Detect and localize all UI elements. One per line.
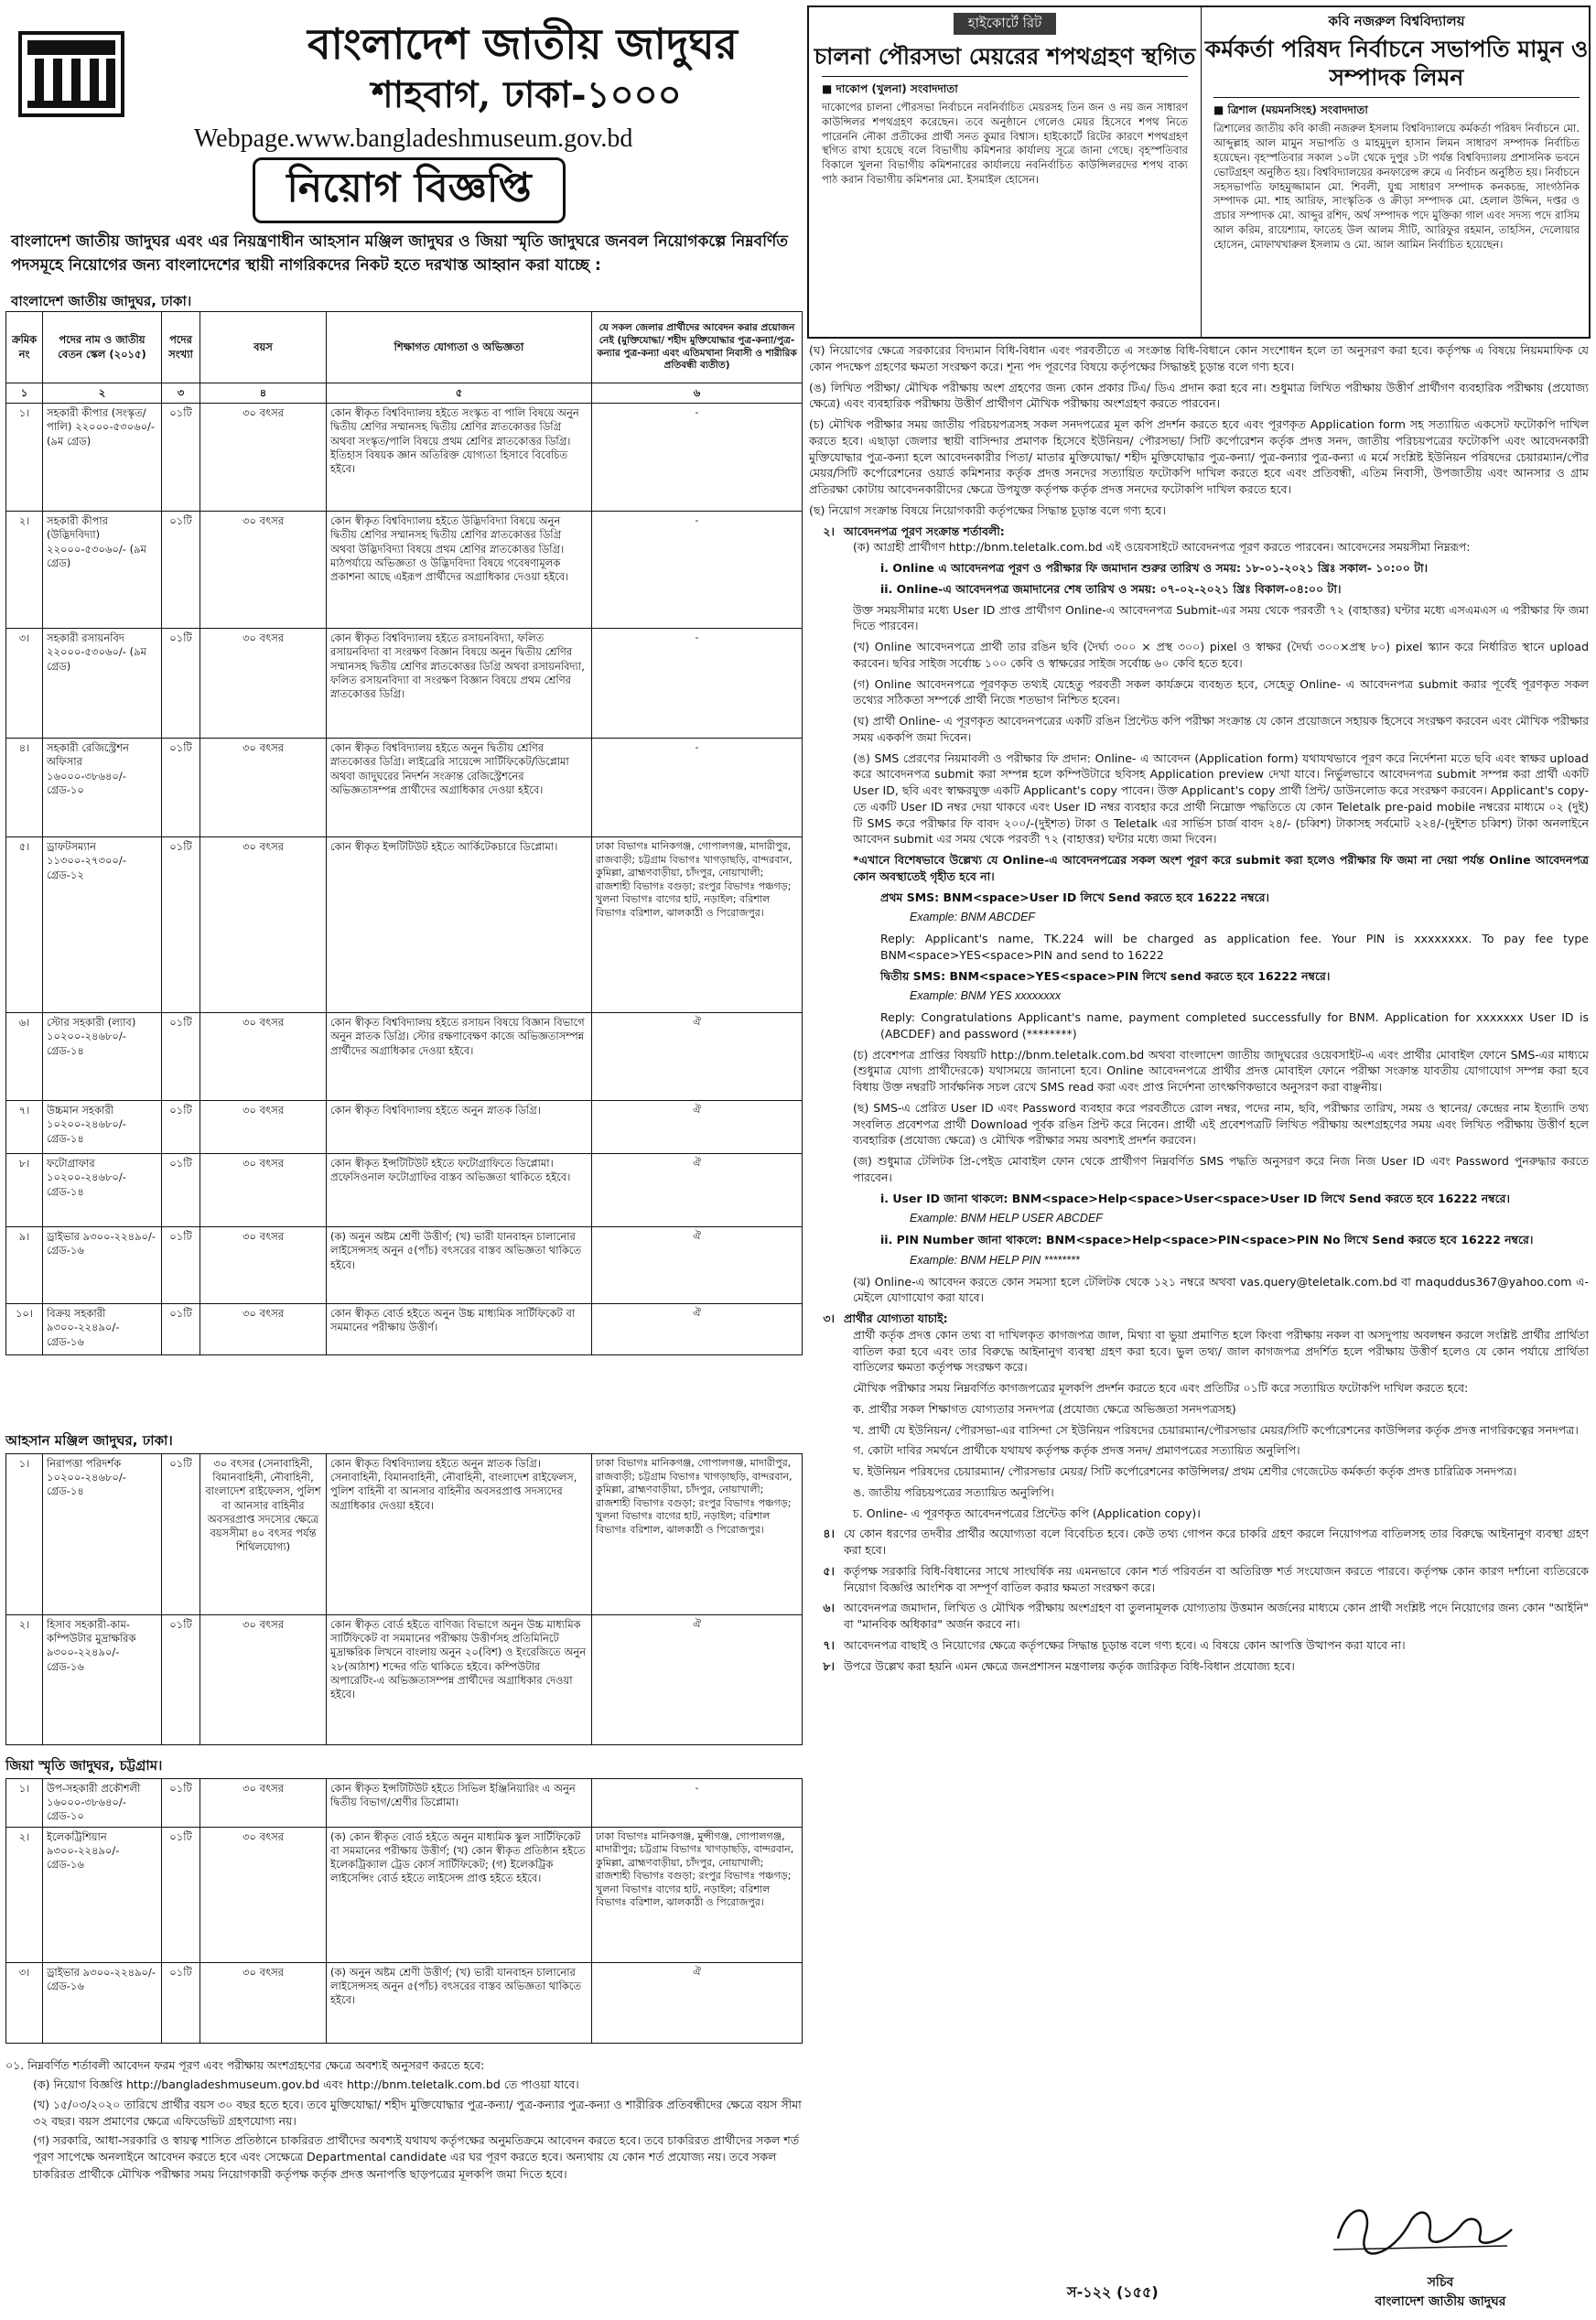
sms-first-reply: Reply: Applicant's name, TK.224 will be charged as application fee. Your PIN is xxxxxxxx. To pay fee type BNM<space>YES<space>PIN and send to 16222 <box>880 932 1589 962</box>
news-item-right <box>1204 13 1589 253</box>
col-header-qualification: শিক্ষাগত যোগ্যতা ও অভিজ্ঞতা <box>327 312 592 383</box>
para-5: কর্তৃপক্ষ সরকারি বিধি-বিধানের সাথে সাংঘর্ষিক নয় এমনভাবে কোন শর্ত পরিবর্তন বা অতিরিক্ত শর্ত সংযোজন করতে পারবে। কর্তৃপক্ষ কোন কারণ দর্শানো ব্যতিরেকে নিয়োগ বিজ্ঞপ্তি আংশিক বা সম্পূর্ণ বাতিল করার ক্ষমতা সংরক্ষণ করে। <box>844 1563 1589 1594</box>
row-district: - <box>592 739 803 837</box>
row-district: ঐ <box>592 1013 803 1101</box>
row-district: - <box>592 512 803 629</box>
row-qualification: কোন স্বীকৃত বোর্ড হইতে বাণিজ্য বিভাগে অনুন উচ্চ মাধ্যমিক সার্টিফিকেট বা সমমানের পরীক্ষায় উত্তীর্ণসহ প্রতিমিনিটে মুদ্রাক্ষরিক লিখনে বাংলায় অনুন ২০(বিশ) ও ইংরেজিতে অনুন ২৮(আঠাশ) শব্দের গতি থাকিতে হইবে। কম্পিউটার অপারেটিং-এ অভিজ্ঞতাসম্পন্ন প্রার্থীদের অগ্রাধিকার দেওয়া হইবে। <box>327 1615 592 1745</box>
condition-1b: (খ) ১৫/০৩/২০২০ তারিখে প্রার্থীর বয়স ৩০ বছর হতে হবে। তবে মুক্তিযোদ্ধা/ শহীদ মুক্তিযোদ্ধার পুত্র-কন্যা/ পুত্র-কন্যার পুত্র-কন্যা ও শারীরিক প্রতিবন্ধীদের ক্ষেত্রে বয়স সীমা ৩২ বছর। বয়স প্রমাণের ক্ষেত্রে এফিডেভিট গ্রহণযোগ্য নয়। <box>33 2097 802 2128</box>
sms-second-reply: Reply: Congratulations Applicant's name, payment completed successfully for BNM. Application for xxxxxxx User ID is (ABCDEF) and password (********) <box>880 1010 1589 1041</box>
row-age: ৩০ বৎসর <box>200 404 327 512</box>
row-qualification: কোন স্বীকৃত বিশ্ববিদ্যালয় হইতে উদ্ভিদবিদ্যা বিষয়ে অনুন দ্বিতীয় শ্রেণির সম্মানসহ দ্বিতীয় শ্রেণির স্নাতকোত্তর ডিগ্রি অথবা উদ্ভিদবিদ্যা বিষয়ে প্রথম শ্রেণির স্নাতকোত্তর ডিগ্রি। মাঠপর্যায়ে অভিজ্ঞতা ও উদ্ভিদবিদ্যা বিষয়ে গবেষণামূলক প্রকাশনা আছে এইরূপ প্রার্থীদের অগ্রাধিকার দেওয়া হইবে। <box>327 512 592 629</box>
row-district: ঢাকা বিভাগঃ মানিকগঞ্জ, গোপালগঞ্জ, মাদারীপুর, রাজবাড়ী; চট্টগ্রাম বিভাগঃ খাগড়াছড়ি, বান্দরবান, কুমিল্লা, ব্রাহ্মণবাড়ীয়া, চাঁদপুর, নোয়াখালী; রাজশাহী বিভাগঃ বগুড়া; রংপুর বিভাগঃ পঞ্চগড়; খুলনা বিভাগঃ বাগের হাট, নড়াইল; বরিশাল বিভাগঃ বরিশাল, ঝালকাঠী ও পিরোজপুর। <box>592 837 803 1013</box>
row-post: স্টোর সহকারী (ল্যাব) ১০২০০-২৪৬৮০/- গ্রেড-১৪ <box>43 1013 162 1101</box>
col-number: ২ <box>43 383 162 404</box>
doc-umo: ঙ. জাতীয় পরিচয়পত্রের সত্যায়িত অনুলিপি। <box>853 1484 1054 1499</box>
row-sl: ৪। <box>6 739 43 837</box>
section-number: ৬। <box>823 1601 835 1615</box>
para-chha: (ছ) নিয়োগ সংক্রান্ত বিষয়ে নিয়োগকারী কর্তৃপক্ষের সিদ্ধান্ত চূড়ান্ত বলে গণ্য হবে। <box>809 502 1166 517</box>
para-2e-warning: *এখানে বিশেষভাবে উল্লেখ্য যে Online-এ আবেদনপত্রের সকল অংশ পূরণ করে submit করা হলেও পরীক্ষার ফি জমা না দেয়া পর্যন্ত Online আবেদনপত্র কোন অবস্থাতেই গৃহীত হবে না। <box>853 853 1589 883</box>
row-sl: ১। <box>6 404 43 512</box>
section-number: ৭। <box>823 1637 835 1652</box>
row-count: ০১টি <box>162 1101 200 1154</box>
col-header-post: পদের নাম ও জাতীয় বেতন স্কেল (২০১৫) <box>43 312 162 383</box>
org-website: Webpage.www.bangladeshmuseum.gov.bd <box>194 124 633 153</box>
para-4: যে কোন ধরণের তদবীর প্রার্থীর অযোগ্যতা বলে বিবেচিত হবে। কেউ তথ্য গোপন করে চাকরি গ্রহণ করলে নিয়োগপত্র বাতিলসহ তার বিরুদ্ধে আইনানুগ ব্যবস্থা গ্রহণ করা হবে। <box>844 1527 1589 1557</box>
news-kicker: কবি নজরুল বিশ্ববিদ্যালয় <box>1328 13 1465 29</box>
row-qualification: কোন স্বীকৃত বিশ্ববিদ্যালয় হইতে রসায়ন বিষয়ে বিজ্ঞান বিভাগে অনুন স্নাতক ডিগ্রি। স্টোর রক্ষণাবেক্ষণ কাজে অভিজ্ঞতাসম্পন্ন প্রার্থীদের অগ্রাধিকার দেওয়া হইবে। <box>327 1013 592 1101</box>
section-number: ২। <box>823 523 835 538</box>
condition-1c: (গ) সরকারি, আধা-সরকারি ও স্বায়ত্ব শাসিত প্রতিষ্ঠানে চাকরিরত প্রার্থীদের অবশ্যই যথাযথ কর্তৃপক্ষের অনুমতিক্রমে আবেদন করতে হবে। তবে চাকরিরত প্রার্থীদের সকল শর্ত পূরণ সাপেক্ষে অনলাইনে আবেদন করতে হবে এবং সেক্ষেত্রে Departmental candidate এর ঘর পূরণ করতে হবে। অন্যথায় যে কোন শর্ত প্রযোজ্য নয়। তবে সকল চাকরিরত প্রার্থীকে মৌখিক পরীক্ষার সময় নিয়োগকারী কর্তৃপক্ষ কর্তৃক প্রদত্ত অনাপত্তি ছাড়পত্রের মূলকপি জমা দিতে হবে। <box>33 2133 800 2181</box>
row-age: ৩০ বৎসর <box>200 629 327 739</box>
col-number: ৬ <box>592 383 803 404</box>
row-sl: ৫। <box>6 837 43 1013</box>
row-district: ঐ <box>592 1154 803 1227</box>
row-sl: ১। <box>6 1779 43 1828</box>
row-post: ফটোগ্রাফার ১০২০০-২৪৬৮০/- গ্রেড-১৪ <box>43 1154 162 1227</box>
row-qualification: কোন স্বীকৃত বিশ্ববিদ্যালয় হইতে অনুন স্নাতক ডিগ্রি। সেনাবাহিনী, বিমানবাহিনী, নৌবাহিনী, বাংলাদেশ রাইফেলস, পুলিশ বাহিনী বা আনসার বাহিনীর অবসরপ্রাপ্ত সদস্যদের অগ্রাধিকার দেওয়া হইবে। <box>327 1454 592 1615</box>
table-row <box>6 1304 803 1355</box>
condition-1a: (ক) নিয়োগ বিজ্ঞপ্তি http://bangladeshmuseum.gov.bd এবং http://bnm.teletalk.com.bd তে পাওয়া যাবে। <box>33 2077 579 2092</box>
table-row <box>6 739 803 837</box>
col-header-count: পদের সংখ্যা <box>162 312 200 383</box>
row-district: - <box>592 1779 803 1828</box>
row-post: সহকারী কীপার (উদ্ভিদবিদ্যা) ২২০০০-৫৩০৬০/- (৯ম গ্রেড) <box>43 512 162 629</box>
row-count: ০১টি <box>162 512 200 629</box>
col-number: ৫ <box>327 383 592 404</box>
para-umo: (ঙ) লিখিত পরীক্ষা/ মৌখিক পরীক্ষায় অংশ গ্রহণের জন্য কোন প্রকার টিএ/ ডিএ প্রদান করা হবে না। শুধুমাত্র লিখিত পরীক্ষায় উত্তীর্ণ প্রার্থীগণ ব্যবহারিক পরীক্ষায় (প্রযোজ্য ক্ষেত্রে) এবং ব্যবহারিক পরীক্ষায় উত্তীর্ণ প্রার্থীগণ মৌখিক পরীক্ষায় অংশগ্রহণ করতে পারবেন। <box>809 380 1589 411</box>
row-count: ০১টি <box>162 837 200 1013</box>
row-post: সহকারী রেজিস্ট্রেশন অফিসার ১৬০০০-৩৮৬৪০/- গ্রেড-১০ <box>43 739 162 837</box>
row-age: ৩০ বৎসর <box>200 1013 327 1101</box>
row-qualification: কোন স্বীকৃত ইন্সটিটিউট হইতে ফটোগ্রাফিতে ডিপ্লোমা। প্রফেসিওনাল ফটোগ্রাফির বাস্তব অভিজ্ঞতা থাকিতে হইবে। <box>327 1154 592 1227</box>
row-qualification: (ক) অনুন অষ্টম শ্রেণী উত্তীর্ণ; (খ) ভারী যানবাহন চালানোর লাইসেন্সসহ অনুন ৫(পাঁচ) বৎসরের বাস্তব অভিজ্ঞতা থাকিতে হইবে। <box>327 1962 592 2043</box>
row-district: ঐ <box>592 1304 803 1355</box>
row-district: ঢাকা বিভাগঃ মানিকগঞ্জ, গোপালগঞ্জ, মাদারীপুর, রাজবাড়ী; চট্টগ্রাম বিভাগঃ খাগড়াছড়ি, বান্দরবান, কুমিল্লা, ব্রাহ্মণবাড়ীয়া, চাঁদপুর, নোয়াখালী; রাজশাহী বিভাগঃ বগুড়া; রংপুর বিভাগঃ পঞ্চগড়; খুলনা বিভাগঃ বাগের হাট, নড়াইল; বরিশাল বিভাগঃ বরিশাল, ঝালকাঠী ও পিরোজপুর। <box>592 1454 803 1615</box>
row-count: ০১টি <box>162 1779 200 1828</box>
news-clippings <box>807 5 1591 339</box>
col-header-age: বয়স <box>200 312 327 383</box>
row-qualification: কোন স্বীকৃত ইন্সটিটিউট হইতে আর্কিটেকচারে ডিপ্লোমা। <box>327 837 592 1013</box>
row-qualification: কোন স্বীকৃত বিশ্ববিদ্যালয় হইতে রসায়নবিদ্যা, ফলিত রসায়নবিদ্যা বা সংরক্ষণ বিজ্ঞান বিষয়ে অনুন দ্বিতীয় শ্রেণির সম্মানসহ দ্বিতীয় শ্রেণির স্নাতকোত্তর ডিগ্রি অথবা রসায়নবিদ্যা, ফলিত রসায়নবিদ্যা বা সংরক্ষণ বিজ্ঞান বিষয়ে প্রথম শ্রেণির স্নাতকোত্তর ডিগ্রি। <box>327 629 592 739</box>
para-7: আবেদনপত্র বাছাই ও নিয়োগের ক্ষেত্রে কর্তৃপক্ষের সিদ্ধান্ত চূড়ান্ত বলে গণ্য হবে। এ বিষয়ে কোন আপত্তি উত্থাপন করা যাবে না। <box>844 1637 1406 1652</box>
row-age: ৩০ বৎসর <box>200 1154 327 1227</box>
section-title-national-museum: বাংলাদেশ জাতীয় জাদুঘর, ঢাকা। <box>11 293 192 309</box>
row-age: ৩০ বৎসর <box>200 1101 327 1154</box>
row-qualification: কোন স্বীকৃত বোর্ড হইতে অনুন উচ্চ মাধ্যমিক সার্টিফিকেট বা সমমানের পরীক্ষায় উত্তীর্ণ। <box>327 1304 592 1355</box>
row-age: ৩০ বৎসর <box>200 1227 327 1304</box>
section-title-zia-museum: জিয়া স্মৃতি জাদুঘর, চট্টগ্রাম। <box>5 1757 163 1774</box>
row-sl: ২। <box>6 1827 43 1962</box>
row-district: ঐ <box>592 1101 803 1154</box>
row-qualification: (ক) অনুন অষ্টম শ্রেণী উত্তীর্ণ; (খ) ভারী যানবাহন চালানোর লাইসেন্সসহ অনুন ৫(পাঁচ) বৎসরের বাস্তব অভিজ্ঞতা থাকিতে হইবে। <box>327 1227 592 1304</box>
row-qualification: কোন স্বীকৃত বিশ্ববিদ্যালয় হইতে সংস্কৃত বা পালি বিষয়ে অনুন দ্বিতীয় শ্রেণির সম্মানসহ দ্বিতীয় শ্রেণির স্নাতকোত্তর ডিগ্রি অথবা সংস্কৃত/পালি বিষয়ে প্রথম শ্রেণির স্নাতকোত্তর ডিগ্রি। ইতিহাস বিষয়ক জ্ঞান অতিরিক্ত যোগ্যতা হিসাবে বিবেচিত হইবে। <box>327 404 592 512</box>
para-2c: (গ) Online আবেদনপত্রে পূরণকৃত তথ্যই যেহেতু পরবর্তী সকল কার্যক্রমে ব্যবহৃত হবে, সেহেতু Online- এ আবেদনপত্র submit করার পূর্বেই পূরণকৃত সকল তথ্যের সঠিকতা সম্পর্কে প্রার্থী নিজে শতভাগ নিশ্চিত হবেন। <box>853 676 1589 707</box>
news-byline: ■ ত্রিশাল (ময়মনসিংহ) সংবাদদাতা <box>1213 103 1368 117</box>
row-post: বিক্রয় সহকারী ৯৩০০-২২৪৯০/- গ্রেড-১৬ <box>43 1304 162 1355</box>
notice-intro: বাংলাদেশ জাতীয় জাদুঘর এবং এর নিয়ন্ত্রণাধীন আহসান মঞ্জিল জাদুঘর ও জিয়া স্মৃতি জাদুঘরে জনবল নিয়োগকল্পে নিম্নবর্ণিত পদসমূহে নিয়োগের জন্য বাংলাদেশের স্থায়ী নাগরিকদের নিকট হতে দরখাস্ত আহ্বান করা যাচ্ছে : <box>11 232 789 275</box>
table-row <box>6 837 803 1013</box>
row-count: ০১টি <box>162 1962 200 2043</box>
doc-ka: ক. প্রার্থীর সকল শিক্ষাগত যোগ্যতার সনদপত্র (প্রযোজ্য ক্ষেত্রে অভিজ্ঞতা সনদপত্রসহ) <box>853 1401 1236 1416</box>
museum-logo-icon <box>18 31 124 117</box>
row-age: ৩০ বৎসর <box>200 512 327 629</box>
row-post: ড্রাইভার ৯৩০০-২২৪৯০/- গ্রেড-১৬ <box>43 1227 162 1304</box>
row-age: ৩০ বৎসর <box>200 1827 327 1962</box>
row-district: ঢাকা বিভাগঃ মানিকগঞ্জ, মুন্সীগঞ্জ, গোপালগঞ্জ, মাদারীপুর; চট্টগ্রাম বিভাগঃ খাগড়াছড়ি, বান্দরবান, কুমিল্লা, ব্রাহ্মণবাড়ীয়া, চাঁদপুর, নোয়াখালী; রাজশাহী বিভাগঃ বগুড়া; রংপুর বিভাগঃ পঞ্চগড়; খুলনা বিভাগঃ বাগের হাট, নড়াইল; বরিশাল বিভাগঃ বরিশাল, ঝালকাঠী ও পিরোজপুর। <box>592 1827 803 1962</box>
org-location: শাহবাগ, ঢাকা-১০০০ <box>372 73 682 116</box>
col-number: ৩ <box>162 383 200 404</box>
para-8: উপরে উল্লেখ করা হয়নি এমন ক্ষেত্রে জনপ্রশাসন মন্ত্রণালয় কর্তৃক জারিকৃত বিধি-বিধান প্রযোজ্য হবে। <box>844 1658 1295 1673</box>
row-sl: ১০। <box>6 1304 43 1355</box>
row-sl: ৩। <box>6 629 43 739</box>
row-age: ৩০ বৎসর <box>200 1962 327 2043</box>
row-post: নিরাপত্তা পরিদর্শক ১০২০০-২৪৬৮০/- গ্রেড-১৪ <box>43 1454 162 1615</box>
para-2i: (ঝ) Online-এ আবেদন করতে কোন সমস্যা হলে টেলিটক থেকে ১২১ নম্বরে অথবা vas.query@teletalk.com.bd বা maquddus367@yahoo.com এ-মেইলে যোগাযোগ করা যাবে। <box>853 1274 1589 1305</box>
para-2f: (চ) প্রবেশপত্র প্রাপ্তির বিষয়টি http://bnm.teletalk.com.bd অথবা বাংলাদেশ জাতীয় জাদুঘরের ওয়েবসাইট-এ এবং প্রার্থীর মোবাইল ফোনে SMS-এর মাধ্যমে (শুধুমাত্র যোগ্য প্রার্থীদেরকে) যথাসময়ে জানানো হবে। Online আবেদনপত্রে প্রার্থীর প্রদত্ত মোবাইল ফোনে পরীক্ষা সংক্রান্ত যাবতীয় যোগাযোগ সম্পন্ন করা হবে বিধায় উক্ত নম্বরটি সার্বক্ষনিক সচল রেখে SMS read করা এবং প্রাপ্ত নির্দেশনা তাৎক্ষণিকভাবে অনুসরণ করা বাঞ্ছনীয়। <box>853 1047 1589 1094</box>
row-count: ০১টি <box>162 1615 200 1745</box>
posts-table-zia-museum <box>5 1778 803 2044</box>
table-row <box>6 1013 803 1101</box>
col-header-sl: ক্রমিক নং <box>6 312 43 383</box>
row-count: ০১টি <box>162 739 200 837</box>
row-sl: ৬। <box>6 1013 43 1101</box>
news-item-left <box>813 13 1197 188</box>
recovery-user-id: i. User ID জানা থাকলে: BNM<space>Help<space>User<space>User ID লিখে Send করতে হবে 16222 নম্বরে। <box>880 1191 1510 1205</box>
news-byline: ■ দাকোপ (খুলনা) সংবাদদাতা <box>822 82 958 96</box>
news-body: দাকোপের চালনা পৌরসভা নির্বাচনে নবনির্বাচিত মেয়রসহ তিন জন ও নয় জন সাধারণ কাউন্সিলর শপথগ্রহণ করেছেন। তবে অনুষ্ঠানে গেলেও মেয়র হিসেবে শপথ নিতে পারেননি নৌকা প্রতীকের প্রার্থী সনত কুমার বিশ্বাস। হাইকোর্টে রিটের কারণে শপথগ্রহণ স্থগিত রাখা হয়েছে বলে বিভাগীয় কমিশনার কার্যালয় সূত্রে জানা গেছে। বৃহস্পতিবার বিকালে খুলনা বিভাগীয় কমিশনারের কার্যালয়ে নবনির্বাচিত কাউন্সিলরদের শপথ বাক্য পাঠ করান বিভাগীয় কমিশনার মো. ইসমাইল হোসেন। <box>822 100 1188 187</box>
table-row <box>6 1454 803 1615</box>
para-cha: (চ) মৌখিক পরীক্ষার সময় জাতীয় পরিচয়পত্রসহ সকল সনদপত্রের মূল কপি প্রদর্শন করতে হবে এবং পূরণকৃত Application form সহ সত্যায়িত একসেট ফটোকপি দাখিল করতে হবে। এছাড়া জেলার স্থায়ী বাসিন্দার প্রমাণক হিসেবে ইউনিয়ন/ পৌরসভা/ সিটি কর্পোরেশন কর্তৃক প্রদত্ত সনদ, জাতীয় পরিচয়পত্রের ফটোকপি এবং আবেদনকারী মুক্তিযোদ্ধার পুত্র-কন্যা হলে আবেদনকারীর পিতা/ মাতার মুক্তিযোদ্ধা/ শহীদ মুক্তিযোদ্ধার পুত্র-কন্যা/ পুত্র-কন্যার পুত্র-কন্যা এ মর্মে সংশ্লিষ্ট ইউনিয়ন পরিষদের চেয়ারম্যান/পৌর মেয়র/সিটি কর্পোরেশনের ওয়ার্ড কমিশনার কর্তৃক প্রদত্ত সনদের সত্যায়িত ফটোকপি দাখিল করতে হবে এবং প্রতিবন্ধী, এতিম নিবাসী, উপজাতীয় এবং আনসার ও গ্রাম প্রতিরক্ষা কোটায় আবেদনকারীদের ক্ষেত্রে উপযুক্ত কর্তৃপক্ষ কর্তৃক প্রদত্ত সনদের ফটোকপি দাখিল করতে হবে। <box>809 417 1589 496</box>
section-number: ৮। <box>823 1658 835 1673</box>
para-2d: (ঘ) প্রার্থী Online- এ পূরণকৃত আবেদনপত্রের একটি রঙিন প্রিন্টেড কপি পরীক্ষা সংক্রান্ত যে কোন প্রয়োজনে সহায়ক হিসেবে সংরক্ষণ করবেন এবং মৌখিক পরীক্ষার সময় এককপি জমা দিবেন। <box>853 714 1589 744</box>
section-heading: প্রার্থীর যোগ্যতা যাচাই: <box>844 1311 948 1325</box>
row-post: উচ্চমান সহকারী ১০২০০-২৪৬৮০/- গ্রেড-১৪ <box>43 1101 162 1154</box>
para-gha: (ঘ) নিয়োগের ক্ষেত্রে সরকারের বিদ্যমান বিধি-বিধান এবং পরবর্তীতে এ সংক্রান্ত বিধি-বিধানে কোন সংশোধন হলে তা অনুসরণ করা হবে। কর্তৃপক্ষ এ বিষয়ে নিয়মমাফিক যে কোন পদক্ষেপ গ্রহণের ক্ষমতা সংরক্ষণ করে। শূন্য পদ পূরণের বিষয়ে কর্তৃপক্ষের সিদ্ধান্তই চূড়ান্ত বলে গণ্য হবে। <box>809 343 1589 373</box>
recovery-user-id-example: Example: BNM HELP USER ABCDEF <box>910 1212 1103 1225</box>
doc-cha: চ. Online- এ পূরণকৃত আবেদনপত্রের প্রিন্টেড কপি (Application copy)। <box>853 1505 1202 1520</box>
row-sl: ১। <box>6 1454 43 1615</box>
signatory-block <box>1340 2273 1541 2312</box>
signatory-title: সচিব <box>1427 2275 1454 2290</box>
news-kicker: হাইকোর্টে রিট <box>954 13 1057 35</box>
row-age: ৩০ বৎসর <box>200 837 327 1013</box>
row-post: ড্রাইভার ৯৩০০-২২৪৯০/- গ্রেড-১৬ <box>43 1962 162 2043</box>
table-row <box>6 1227 803 1304</box>
notice-header <box>5 4 802 333</box>
row-sl: ৮। <box>6 1154 43 1227</box>
row-age: ৩০ বৎসর <box>200 1304 327 1355</box>
para-2a: (ক) আগ্রহী প্রার্থীগণ http://bnm.teletalk.com.bd এই ওয়েবসাইটে আবেদনপত্র পূরণ করতে পারবেন। আবেদনের সময়সীমা নিম্নরূপ: <box>853 540 1471 555</box>
doc-kha: খ. প্রার্থী যে ইউনিয়ন/ পৌরসভা-এর বাসিন্দা সে ইউনিয়ন পরিষদের চেয়ারম্যান/পৌরসভার মেয়র/সিটি কর্পোরেশনের কাউন্সিলর কর্তৃক প্রদত্ত নাগরিকত্বের সনদপত্র। <box>853 1422 1579 1437</box>
row-sl: ২। <box>6 1615 43 1745</box>
col-number: ১ <box>6 383 43 404</box>
row-count: ০১টি <box>162 404 200 512</box>
recovery-pin-example: Example: BNM HELP PIN ******** <box>910 1253 1080 1267</box>
news-body: ত্রিশালের জাতীয় কবি কাজী নজরুল ইসলাম বিশ্ববিদ্যালয়ে কর্মকর্তা পরিষদ নির্বাচনে মো. আব্দুল্লাহ আল মামুন সভাপতি ও মাহমুদুল হাসান লিমন সাধারণ সম্পাদক নির্বাচিত হয়েছেন। বৃহস্পতিবার সকাল ১০টা থেকে দুপুর ১টা পর্যন্ত বিশ্ববিদ্যালয় প্রশাসনিক ভবনে ভোটগ্রহণ অনুষ্ঠিত হয়। বিশ্ববিদ্যালয়ের কনফারেন্স রুমে এ নির্বাচন অনুষ্ঠিত হয়। নির্বাচনে সহসভাপতি ফাহমুজ্জামান মো. শিবলী, যুগ্ম সাধারণ সম্পাদক কনকচন্দ্র, সাংগঠনিক সম্পাদক মো. শাহ আরিফ, সাংস্কৃতিক ও ক্রীড়া সম্পাদক মো. হেলাল উদ্দিন, দপ্তর ও প্রচার সম্পাদক মো. আব্দুর রশিদ, অর্থ সম্পাদক পদে মুক্তিকা গাল এবং সদস্য পদে রাসিম আল করিম, রায়েশ্যাম, ফাতেহ উল আলম সীটি, আরিফুর রহমান, তাহসিন, দেলোয়ার হোসেন, মোফাখখারুল ইসলাম ও মো. আল আমিন নির্বাচিত হয়েছেন। <box>1213 122 1580 251</box>
org-name: বাংলাদেশ জাতীয় জাদুঘর <box>307 19 738 69</box>
condition-1: ০১. নিম্নবর্ণিত শর্তাবলী আবেদন ফরম পূরণ এবং পরীক্ষায় অংশগ্রহণের ক্ষেত্রে অবশ্যই অনুসরণ করতে হবে: <box>5 2058 485 2072</box>
row-district: ঐ <box>592 1227 803 1304</box>
reference-number: স-১২২ (১৫৫) <box>1067 2283 1159 2301</box>
table-row <box>6 1101 803 1154</box>
row-qualification: কোন স্বীকৃত বিশ্ববিদ্যালয় হইতে অনুন দ্বিতীয় শ্রেণির স্নাতকোত্তর ডিগ্রি। লাইব্রেরি সায়েন্সে সার্টিফিকেট/ডিপ্লোমা অথবা জাদুঘরের নিদর্শন সংক্রান্ত রেজিস্ট্রেশনের অভিজ্ঞতাসম্পন্ন প্রার্থীদের অগ্রাধিকার দেওয়া হইবে। <box>327 739 592 837</box>
para-2h: (জ) শুধুমাত্র টেলিটক প্রি-পেইড মোবাইল ফোন থেকে প্রার্থীগণ নিম্নবর্ণিত SMS পদ্ধতি অনুসরণ করে নিজ নিজ User ID এবং Password পুনরুদ্ধার করতে পারবেন। <box>853 1154 1589 1184</box>
row-sl: ২। <box>6 512 43 629</box>
para-2e: (ঙ) SMS প্রেরণের নিয়মাবলী ও পরীক্ষার ফি প্রদান: Online- এ আবেদন (Application form) যথাযথভাবে পূরণ করে নির্দেশনা মতে ছবি এবং স্বাক্ষর upload করে আবেদনপত্র submit করা সম্পন্ন হলে কম্পিউটারে ছবিসহ Application preview দেখা যাবে। নির্ভুলভাবে আবেদনপত্র submit সম্পন্ন করা প্রার্থী একটি User ID, ছবি এবং স্বাক্ষরযুক্ত একটি Applicant's copy পাবেন। উক্ত Applicant's copy প্রার্থী প্রিন্ট/ ডাউনলোড করে সংরক্ষণ করবেন। Applicant's copy-তে একটি User ID নম্বর দেয়া থাকবে এবং User ID নম্বর ব্যবহার করে প্রার্থী নিম্নোক্ত পদ্ধতিতে যে কোন Teletalk pre-paid mobile নম্বরের মাধ্যমে ০২ (দুই) টি SMS করে পরীক্ষার ফি বাবদ ২০০/-(দুইশত) টাকা ও Teletalk এর সার্ভিস চার্জ বাবদ ২৪/- (চব্বিশ) টাকাসহ সর্বমোট ২২৪/-(দুইশত চব্বিশ) টাকা অনলাইনে আবেদন submit এর সময় থেকে পরবর্তী ৭২ (বাহাত্তর) ঘন্টার মধ্যে জমা দিবেন। <box>853 750 1589 847</box>
row-district: ঐ <box>592 1615 803 1745</box>
row-count: ০১টি <box>162 629 200 739</box>
row-post: ইলেকট্রিশিয়ান ৯৩০০-২২৪৯০/- গ্রেড-১৬ <box>43 1827 162 1962</box>
sms-second-example: Example: BNM YES xxxxxxxx <box>910 989 1062 1003</box>
table-row <box>6 1827 803 1962</box>
row-count: ০১টি <box>162 1013 200 1101</box>
section-number: ৫। <box>823 1563 835 1578</box>
notice-title: নিয়োগ বিজ্ঞপ্তি <box>253 157 566 223</box>
signature-icon <box>1310 2193 1530 2266</box>
row-post: সহকারী কীপার (সংস্কৃত/পালি) ২২০০০-৫৩০৬০/- (৯ম গ্রেড) <box>43 404 162 512</box>
table-row <box>6 404 803 512</box>
section-heading: আবেদনপত্র পূরণ সংক্রান্ত শর্তাবলী: <box>844 523 1005 538</box>
para-2g: (ছ) SMS-এ প্রেরিত User ID এবং Password ব্যবহার করে পরবর্তীতে রোল নম্বর, পদের নাম, ছবি, পরীক্ষার তারিখ, সময় ও স্থানের/ কেন্দ্রের নাম ইত্যাদি তথ্য সংবলিত প্রবেশপত্র প্রার্থী Download পূর্বক রঙিন প্রিন্ট করে নিবেন। প্রার্থী এই প্রবেশপত্রটি লিখিত পরীক্ষায় অংশগ্রহণের সময় এবং লিখিত পরীক্ষায় উত্তীর্ণ হলে ব্যবহারিক (প্রযোজ্য ক্ষেত্রে) ও মৌখিক পরীক্ষার সময় অবশ্যই প্রদর্শন করবেন। <box>853 1100 1589 1148</box>
row-post: ড্রাফটসম্যান ১১৩০০-২৭৩০০/- গ্রেড-১২ <box>43 837 162 1013</box>
row-age: ৩০ বৎসর (সেনাবাহিনী, বিমানবাহিনী, নৌবাহিনী, বাংলাদেশ রাইফেলস, পুলিশ বা আনসার বাহিনীর অবসরপ্রাপ্ত সদস্যের ক্ষেত্রে বয়সসীমা ৪০ বৎসর পর্যন্ত শিথিলযোগ্য) <box>200 1454 327 1615</box>
posts-table-ahsan-manzil <box>5 1453 803 1745</box>
row-count: ০১টি <box>162 1154 200 1227</box>
row-sl: ৭। <box>6 1101 43 1154</box>
conditions-section <box>5 2057 807 2185</box>
row-post: সহকারী রসায়নবিদ ২২০০০-৫৩০৬০/- (৯ম গ্রেড) <box>43 629 162 739</box>
para-2a-end: ii. Online-এ আবেদনপত্র জমাদানের শেষ তারিখ ও সময়: ০৭-০২-২০২১ খ্রিঃ বিকাল-০৪:০০ টা। <box>880 581 1342 596</box>
table-row <box>6 629 803 739</box>
table-row <box>6 512 803 629</box>
row-district: - <box>592 629 803 739</box>
signatory-org: বাংলাদেশ জাতীয় জাদুঘর <box>1375 2294 1506 2309</box>
para-2a-start: i. Online এ আবেদনপত্র পূরণ ও পরীক্ষার ফি জমাদান শুরুর তারিখ ও সময়: ১৮-০১-২০২১ খ্রিঃ সকাল- ১০:০০ টা। <box>880 561 1429 575</box>
row-age: ৩০ বৎসর <box>200 1779 327 1828</box>
para-2a-note: উক্ত সময়সীমার মধ্যে User ID প্রাপ্ত প্রার্থীগণ Online-এ আবেদনপত্র Submit-এর সময় থেকে পরবর্তী ৭২ (বাহাত্তর) ঘন্টার মধ্যে এসএমএস এ পরীক্ষার ফি জমা দিতে পারবেন। <box>853 602 1589 633</box>
row-district: ঐ <box>592 1962 803 2043</box>
sms-first-example: Example: BNM ABCDEF <box>910 911 1036 924</box>
row-sl: ৯। <box>6 1227 43 1304</box>
row-age: ৩০ বৎসর <box>200 739 327 837</box>
recovery-pin: ii. PIN Number জানা থাকলে: BNM<space>Help<space>PIN<space>PIN No লিখে Send করতে হবে 16222 নম্বরে। <box>880 1233 1534 1246</box>
row-qualification: কোন স্বীকৃত ইন্সটিটিউট হইতে সিভিল ইঞ্জিনিয়ারিং এ অনুন দ্বিতীয় বিভাগ/শ্রেণীর ডিপ্লোমা। <box>327 1779 592 1828</box>
doc-gha: ঘ. ইউনিয়ন পরিষদের চেয়ারম্যান/ পৌরসভার মেয়র/ সিটি কর্পোরেশনের কাউন্সিলর/ প্রথম শ্রেণীর গেজেটেড কর্মকর্তা কর্তৃক প্রদত্ত চারিত্রিক সনদপত্র। <box>853 1464 1517 1478</box>
col-header-district: যে সকল জেলার প্রার্থীদের আবেদন করার প্রয়োজন নেই (মুক্তিযোদ্ধা/ শহীদ মুক্তিযোদ্ধার পুত্র-কন্যা/পুত্র-কন্যার পুত্র-কন্যা এবং এতিমখানা নিবাসী ও শারীরিক প্রতিবন্ধী ব্যতীত) <box>592 312 803 383</box>
para-3-1: প্রার্থী কর্তৃক প্রদত্ত কোন তথ্য বা দাখিলকৃত কাগজপত্র জাল, মিথ্যা বা ভুয়া প্রমাণিত হলে কিংবা পরীক্ষায় নকল বা অসদুপায় অবলম্বন করলে সংশ্লিষ্ট প্রার্থীর প্রার্থিতা বাতিল করা হবে এবং তার বিরুদ্ধে আইনানুগ ব্যবস্থা গ্রহণ করা হবে। ভুল তথ্য/ জাল কাগজপত্র প্রদর্শিত হলে পরীক্ষায় উত্তীর্ণ হলেও যে কোন পর্যায়ে প্রার্থিতা বাতিলের ক্ষমতা কর্তৃপক্ষ সংরক্ষণ করে। <box>853 1327 1589 1375</box>
para-6: আবেদনপত্র জমাদান, লিখিত ও মৌখিক পরীক্ষায় অংশগ্রহণ বা তুলনামূলক যোগ্যতায় উত্তমান অর্জনের মাধ্যমে কোন প্রার্থী সংশ্লিষ্ট পদে নিয়োগের জন্য কোন "আইনি" বা "মানবিক অধিকার" অর্জন করবে না। <box>844 1601 1589 1631</box>
instructions-column <box>809 342 1589 1678</box>
row-sl: ৩। <box>6 1962 43 2043</box>
row-count: ০১টি <box>162 1304 200 1355</box>
table-row <box>6 1779 803 1828</box>
table-row <box>6 1615 803 1745</box>
row-post: হিসাব সহকারী-কাম-কম্পিউটার মুদ্রাক্ষরিক ৯৩০০-২২৪৯০/- গ্রেড-১৬ <box>43 1615 162 1745</box>
news-headline: কর্মকর্তা পরিষদ নির্বাচনে সভাপতি মামুন ও সম্পাদক লিমন <box>1204 35 1589 92</box>
section-number: ৪। <box>823 1527 835 1541</box>
table-row <box>6 1962 803 2043</box>
doc-ga: গ. কোটা দাবির সমর্থনে প্রার্থীকে যথাযথ কর্তৃপক্ষ কর্তৃক প্রদত্ত সনদ/ প্রমাণপত্রের সত্যায়িত অনুলিপি। <box>853 1443 1300 1458</box>
col-number: ৪ <box>200 383 327 404</box>
row-age: ৩০ বৎসর <box>200 1615 327 1745</box>
para-3-2: মৌখিক পরীক্ষার সময় নিম্নবর্ণিত কাগজপত্রের মূলকপি প্রদর্শন করতে হবে এবং প্রতিটির ০১টি করে সত্যায়িত ফটোকপি দাখিল করতে হবে: <box>853 1381 1469 1395</box>
row-qualification: (ক) কোন স্বীকৃত বোর্ড হইতে অনুন মাধ্যমিক স্কুল সার্টিফিকেট বা সমমানের পরীক্ষায় উত্তীর্ণ; (খ) কোন স্বীকৃত প্রতিষ্ঠান হইতে ইলেকট্রিক্যাল ট্রেড কোর্স সার্টিফিকেট; (গ) ইলেকট্রিক লাইসেন্সিং বোর্ড হইতে লাইসেন্স প্রাপ্ত হইতে হইবে। <box>327 1827 592 1962</box>
posts-table-national-museum <box>5 311 803 1355</box>
section-title-ahsan-manzil: আহসান মঞ্জিল জাদুঘর, ঢাকা। <box>5 1432 173 1449</box>
row-post: উপ-সহকারী প্রকৌশলী ১৬০০০-৩৮৬৪০/- গ্রেড-১০ <box>43 1779 162 1828</box>
sms-first: প্রথম SMS: BNM<space>User ID লিখে Send করতে হবে 16222 নম্বরে। <box>880 890 1270 904</box>
row-count: ০১টি <box>162 1454 200 1615</box>
row-count: ০১টি <box>162 1227 200 1304</box>
sms-second: দ্বিতীয় SMS: BNM<space>YES<space>PIN লিখে send করতে হবে 16222 নম্বরে। <box>880 968 1331 983</box>
row-count: ০১টি <box>162 1827 200 1962</box>
section-number: ৩। <box>823 1311 835 1325</box>
row-district: - <box>592 404 803 512</box>
para-2b: (খ) Online আবেদনপত্রে প্রার্থী তার রঙিন ছবি (দৈর্ঘ্য ৩০০ × প্রস্থ ৩০০) pixel ও স্বাক্ষর (দৈর্ঘ্য ৩০০×প্রস্থ ৮০) pixel স্ক্যান করে নির্ধারিত স্থানে upload করবেন। ছবির সাইজ সর্বোচ্চ ১০০ কেবি ও স্বাক্ষরের সাইজ সর্বোচ্চ ৬০ কেবি হতে হবে। <box>853 640 1589 670</box>
row-qualification: কোন স্বীকৃত বিশ্ববিদ্যালয় হইতে অনুন স্নাতক ডিগ্রি। <box>327 1101 592 1154</box>
news-headline: চালনা পৌরসভা মেয়রের শপথগ্রহণ স্থগিত <box>814 42 1196 70</box>
table-row <box>6 1154 803 1227</box>
